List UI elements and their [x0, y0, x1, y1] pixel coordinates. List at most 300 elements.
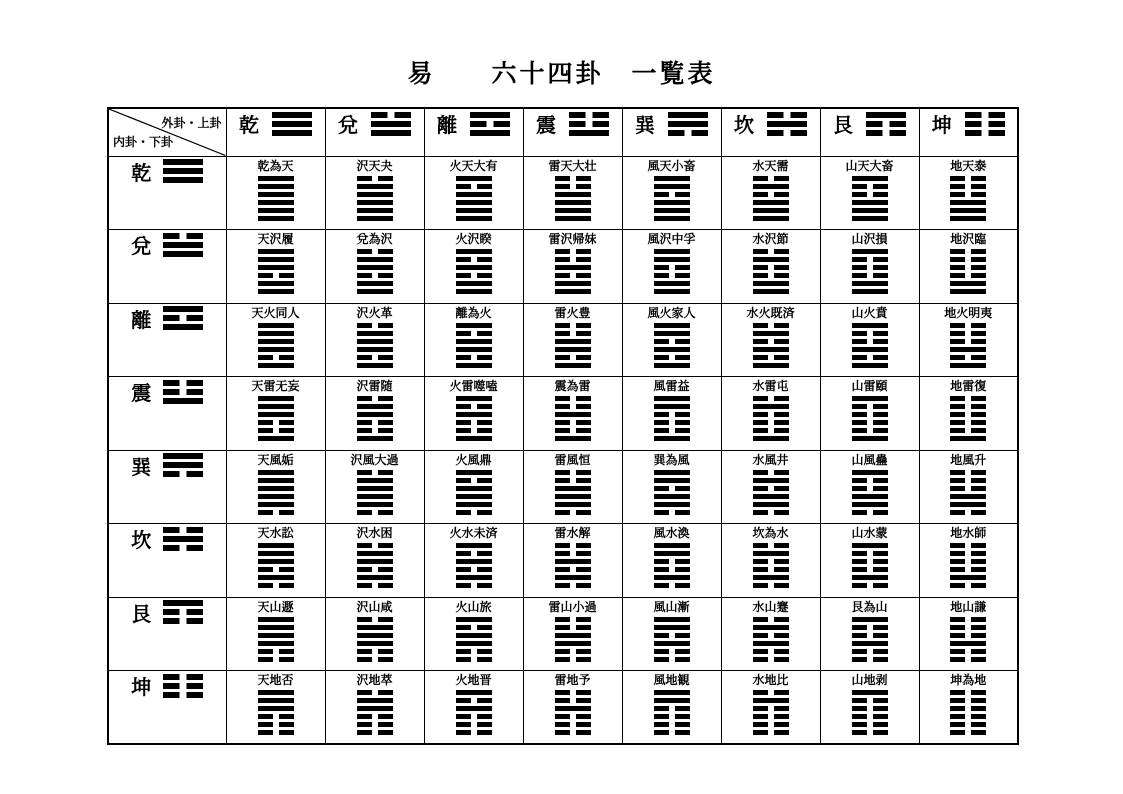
yin-line: [258, 273, 294, 278]
hexagram-cell: [325, 597, 424, 671]
trigram-label: [425, 109, 523, 138]
trigram-name: 巽: [131, 456, 152, 479]
hexagram-name: 風火家人: [647, 305, 696, 320]
corner-label-inner-lower: 内卦・下卦: [113, 134, 174, 149]
yin-line: [654, 510, 690, 515]
trigram-symbol: [470, 112, 510, 136]
yin-line: [753, 617, 789, 622]
yang-line: [753, 289, 789, 294]
yin-line: [163, 692, 203, 698]
hexagram-cell-content: [722, 157, 820, 221]
hexagram-cell-content: [326, 230, 424, 294]
yin-line: [753, 730, 789, 735]
yang-line: [357, 551, 393, 556]
trigram-label: [109, 377, 226, 406]
yin-line: [753, 567, 789, 572]
yin-line: [767, 130, 807, 136]
hexagram-cell: [622, 303, 721, 377]
yin-line: [163, 545, 203, 551]
yang-line: [258, 633, 294, 638]
yang-line: [456, 575, 492, 580]
yin-line: [258, 714, 294, 719]
yang-line: [456, 339, 492, 344]
hexagram-symbol: [654, 323, 690, 368]
yin-line: [950, 698, 986, 703]
row-trigram-5: [108, 450, 226, 524]
hexagram-cell-content: [425, 230, 523, 294]
yin-line: [950, 551, 986, 556]
yang-line: [654, 331, 690, 336]
yin-line: [654, 428, 690, 433]
yin-line: [456, 355, 492, 360]
yang-line: [753, 200, 789, 205]
yin-line: [357, 420, 393, 425]
yang-line: [852, 494, 888, 499]
yang-line: [258, 698, 294, 703]
yang-line: [654, 249, 690, 254]
yin-line: [852, 698, 888, 703]
yin-line: [569, 121, 609, 127]
trigram-symbol: [272, 112, 312, 136]
yang-line: [258, 396, 294, 401]
hexagram-cell: [721, 524, 820, 598]
yang-line: [470, 130, 510, 136]
hexagram-symbol: [555, 396, 591, 441]
yin-line: [852, 331, 888, 336]
yin-line: [357, 617, 393, 622]
yang-line: [163, 251, 203, 257]
yang-line: [950, 494, 986, 499]
header-trigram-6: [721, 108, 820, 156]
hexagram-symbol: [357, 543, 393, 588]
yin-line: [456, 478, 492, 483]
hexagram-cell: [721, 450, 820, 524]
hexagram-cell-content: [524, 451, 622, 515]
yang-line: [654, 641, 690, 646]
yang-line: [456, 396, 492, 401]
yin-line: [569, 112, 609, 118]
yang-line: [654, 208, 690, 213]
hexagram-name: 風水渙: [653, 526, 690, 540]
yang-line: [258, 436, 294, 441]
yang-line: [654, 216, 690, 221]
hexagram-cell-content: [326, 157, 424, 221]
hexagram-symbol: [258, 176, 294, 221]
yin-line: [555, 249, 591, 254]
yang-line: [357, 289, 393, 294]
trigram-label: [109, 230, 226, 259]
hexagram-cell: [622, 230, 721, 304]
yin-line: [555, 625, 591, 630]
yin-line: [258, 730, 294, 735]
hexagram-symbol: [357, 396, 393, 441]
hexagram-cell: [226, 450, 325, 524]
yin-line: [950, 176, 986, 181]
hexagram-cell: [523, 450, 622, 524]
yang-line: [357, 486, 393, 491]
yang-line: [258, 289, 294, 294]
table-row-1: [108, 156, 1018, 230]
hexagram-cell: [325, 450, 424, 524]
trigram-name: 坤: [131, 677, 152, 699]
yang-line: [654, 176, 690, 181]
hexagram-cell: [721, 156, 820, 230]
yang-line: [456, 265, 492, 270]
yang-line: [163, 168, 203, 174]
yin-line: [852, 420, 888, 425]
hexagram-symbol: [357, 176, 393, 221]
yang-line: [654, 200, 690, 205]
table-row-3: [108, 303, 1018, 377]
hexagram-cell: [325, 377, 424, 451]
yin-line: [555, 323, 591, 328]
yang-line: [555, 200, 591, 205]
yang-line: [866, 112, 906, 118]
yin-line: [555, 257, 591, 262]
trigram-label: [109, 524, 226, 553]
hexagram-cell: [622, 156, 721, 230]
yang-line: [654, 502, 690, 507]
yin-line: [950, 396, 986, 401]
hexagram-cell: [622, 450, 721, 524]
hexagram-cell: [325, 524, 424, 598]
hexagram-name: 火雷噬嗑: [449, 379, 498, 393]
yin-line: [852, 714, 888, 719]
yang-line: [272, 121, 312, 127]
trigram-name: 坤: [931, 115, 952, 137]
trigram-label: [722, 109, 820, 138]
yang-line: [852, 200, 888, 205]
yang-line: [357, 625, 393, 630]
hexagram-name: 風天小畜: [647, 158, 696, 173]
trigram-symbol: [163, 233, 203, 257]
yang-line: [163, 453, 203, 459]
yin-line: [950, 567, 986, 572]
trigram-label: [821, 109, 919, 138]
hexagram-cell: [919, 230, 1018, 304]
yang-line: [950, 208, 986, 213]
hexagram-name: 火地晋: [455, 673, 492, 687]
hexagram-name: 地火明夷: [944, 305, 993, 320]
yang-line: [357, 347, 393, 352]
yin-line: [852, 355, 888, 360]
hexagram-cell: [622, 524, 721, 598]
hexagram-cell: [919, 671, 1018, 745]
trigram-label: [920, 109, 1018, 138]
yin-line: [163, 674, 203, 680]
hexagram-cell-content: [326, 671, 424, 735]
yin-line: [852, 567, 888, 572]
yang-line: [456, 486, 492, 491]
yin-line: [163, 315, 203, 321]
hexagram-name: 天地否: [257, 673, 294, 687]
hexagram-cell-content: [227, 598, 325, 662]
yang-line: [852, 281, 888, 286]
yin-line: [456, 567, 492, 572]
trigram-symbol: [163, 380, 203, 404]
hexagram-cell: [226, 156, 325, 230]
hexagram-cell: [424, 377, 523, 451]
yin-line: [852, 428, 888, 433]
yang-line: [357, 192, 393, 197]
hexagram-cell-content: [227, 157, 325, 221]
hexagram-cell: [820, 156, 919, 230]
yin-line: [456, 331, 492, 336]
hexagram-symbol: [258, 617, 294, 662]
row-trigram-2: [108, 230, 226, 304]
hexagram-cell-content: [722, 671, 820, 735]
yin-line: [852, 412, 888, 417]
hexagram-symbol: [852, 470, 888, 515]
yin-line: [852, 486, 888, 491]
yin-line: [357, 510, 393, 515]
yin-line: [555, 404, 591, 409]
hexagram-symbol: [753, 470, 789, 515]
yang-line: [456, 633, 492, 638]
yang-line: [163, 306, 203, 312]
hexagram-symbol: [258, 543, 294, 588]
hexagram-name: 艮為山: [851, 599, 888, 614]
yin-line: [753, 470, 789, 475]
yang-line: [753, 494, 789, 499]
yin-line: [654, 657, 690, 662]
hexagram-name: 天山遯: [257, 599, 294, 614]
yang-line: [456, 363, 492, 368]
yang-line: [258, 339, 294, 344]
hexagram-cell: [424, 303, 523, 377]
hexagram-name: 雷風恒: [554, 452, 591, 467]
hexagram-name: 火天大有: [449, 158, 498, 173]
yang-line: [258, 208, 294, 213]
yin-line: [950, 649, 986, 654]
hexagram-symbol: [456, 176, 492, 221]
hexagram-cell: [424, 230, 523, 304]
yang-line: [163, 600, 203, 606]
hexagram-cell: [919, 450, 1018, 524]
yin-line: [654, 633, 690, 638]
yin-line: [654, 706, 690, 711]
hexagram-name: 風雷益: [653, 379, 690, 393]
yang-line: [357, 436, 393, 441]
trigram-symbol: [569, 112, 609, 136]
hexagram-symbol: [654, 690, 690, 735]
yin-line: [753, 192, 789, 197]
yin-line: [950, 478, 986, 483]
hexagram-symbol: [852, 543, 888, 588]
yang-line: [753, 331, 789, 336]
yin-line: [950, 470, 986, 475]
yang-line: [555, 363, 591, 368]
yin-line: [654, 192, 690, 197]
yang-line: [258, 625, 294, 630]
hexagram-cell-content: [920, 451, 1018, 515]
hexagram-symbol: [950, 617, 986, 662]
hexagram-symbol: [753, 249, 789, 294]
yin-line: [753, 583, 789, 588]
hexagram-cell: [325, 671, 424, 745]
yin-line: [950, 249, 986, 254]
yin-line: [555, 617, 591, 622]
yang-line: [456, 323, 492, 328]
corner-cell: [108, 108, 226, 156]
yin-line: [965, 121, 1005, 127]
hexagram-cell-content: [623, 377, 721, 441]
hexagram-cell-content: [623, 671, 721, 735]
yin-line: [950, 583, 986, 588]
hexagram-symbol: [950, 176, 986, 221]
yin-line: [965, 130, 1005, 136]
hexagram-name: 天火同人: [251, 305, 300, 320]
yang-line: [753, 575, 789, 580]
hexagram-name: 沢地萃: [356, 673, 393, 687]
hexagram-name: 地風升: [950, 452, 987, 467]
hexagram-cell-content: [524, 377, 622, 441]
hexagram-symbol: [852, 323, 888, 368]
hexagram-cell-content: [920, 524, 1018, 588]
yang-line: [555, 208, 591, 213]
yang-line: [753, 625, 789, 630]
hexagram-symbol: [753, 690, 789, 735]
yang-line: [950, 281, 986, 286]
yang-line: [258, 478, 294, 483]
yin-line: [357, 428, 393, 433]
yang-line: [456, 494, 492, 499]
yang-line: [163, 398, 203, 404]
yang-line: [852, 347, 888, 352]
hexagram-cell-content: [524, 524, 622, 588]
hexagram-cell-content: [425, 524, 523, 588]
trigram-label: [227, 109, 325, 138]
yin-line: [555, 478, 591, 483]
yang-line: [357, 200, 393, 205]
hexagram-symbol: [852, 396, 888, 441]
yang-line: [654, 478, 690, 483]
hexagram-cell-content: [425, 598, 523, 662]
yin-line: [654, 567, 690, 572]
yang-line: [654, 494, 690, 499]
yin-line: [950, 690, 986, 695]
yin-line: [852, 730, 888, 735]
hexagram-symbol: [753, 543, 789, 588]
yang-line: [654, 281, 690, 286]
table-row-8: [108, 671, 1018, 745]
yin-line: [654, 265, 690, 270]
yang-line: [852, 216, 888, 221]
yang-line: [357, 265, 393, 270]
yang-line: [852, 208, 888, 213]
hexagram-cell-content: [425, 377, 523, 441]
yang-line: [258, 363, 294, 368]
hexagram-name: 沢火革: [356, 305, 393, 320]
hexagram-cell-content: [326, 598, 424, 662]
yin-line: [555, 331, 591, 336]
yin-line: [555, 698, 591, 703]
yin-line: [357, 690, 393, 695]
yin-line: [555, 551, 591, 556]
hexagram-symbol: [753, 176, 789, 221]
hexagram-symbol: [456, 323, 492, 368]
yin-line: [852, 722, 888, 727]
hexagram-name: 坤為地: [950, 673, 987, 687]
hexagram-cell: [325, 303, 424, 377]
yang-line: [852, 617, 888, 622]
yin-line: [163, 683, 203, 689]
yin-line: [456, 722, 492, 727]
hexagram-cell-content: [524, 230, 622, 294]
trigram-symbol: [371, 112, 411, 136]
hexagram-name: 火沢睽: [455, 232, 492, 246]
hexagram-name: 風山漸: [653, 599, 690, 614]
yin-line: [767, 112, 807, 118]
trigram-symbol: [163, 600, 203, 624]
hexagram-symbol: [456, 470, 492, 515]
yang-line: [555, 281, 591, 286]
trigram-name: 離: [437, 115, 457, 137]
trigram-label: [109, 304, 226, 333]
hexagram-name: 水天需: [752, 158, 789, 173]
hexagram-cell: [820, 303, 919, 377]
trigram-name: 艮: [131, 603, 152, 626]
hexagram-cell: [523, 303, 622, 377]
yin-line: [753, 543, 789, 548]
trigram-name: 坎: [131, 530, 152, 552]
yang-line: [753, 698, 789, 703]
yang-line: [555, 265, 591, 270]
trigram-symbol: [668, 112, 708, 136]
hexagram-symbol: [753, 323, 789, 368]
hexagram-name: 地水師: [950, 526, 987, 540]
hexagram-name: 坎為水: [752, 526, 789, 540]
hexagram-symbol: [258, 323, 294, 368]
yin-line: [357, 355, 393, 360]
yang-line: [456, 249, 492, 254]
yin-line: [470, 121, 510, 127]
yang-line: [555, 412, 591, 417]
yang-line: [569, 130, 609, 136]
yin-line: [555, 396, 591, 401]
yang-line: [456, 543, 492, 548]
hexagram-cell: [721, 377, 820, 451]
yang-line: [456, 617, 492, 622]
yang-line: [852, 323, 888, 328]
hexagram-symbol: [357, 470, 393, 515]
trigram-label: [109, 451, 226, 480]
hexagram-symbol: [555, 617, 591, 662]
yang-line: [357, 633, 393, 638]
yin-line: [852, 404, 888, 409]
row-trigram-8: [108, 671, 226, 745]
yin-line: [357, 722, 393, 727]
yang-line: [950, 289, 986, 294]
yang-line: [258, 184, 294, 189]
yang-line: [852, 470, 888, 475]
yang-line: [950, 436, 986, 441]
yin-line: [866, 130, 906, 136]
yin-line: [753, 510, 789, 515]
yang-line: [272, 130, 312, 136]
yang-line: [258, 641, 294, 646]
yang-line: [371, 121, 411, 127]
hexagram-name: 山火賁: [851, 305, 888, 320]
hexagram-symbol: [456, 543, 492, 588]
hexagram-name: 天風姤: [257, 452, 294, 467]
yang-line: [456, 208, 492, 213]
yin-line: [950, 657, 986, 662]
header-trigram-2: [325, 108, 424, 156]
yin-line: [555, 428, 591, 433]
yin-line: [950, 265, 986, 270]
yin-line: [456, 404, 492, 409]
